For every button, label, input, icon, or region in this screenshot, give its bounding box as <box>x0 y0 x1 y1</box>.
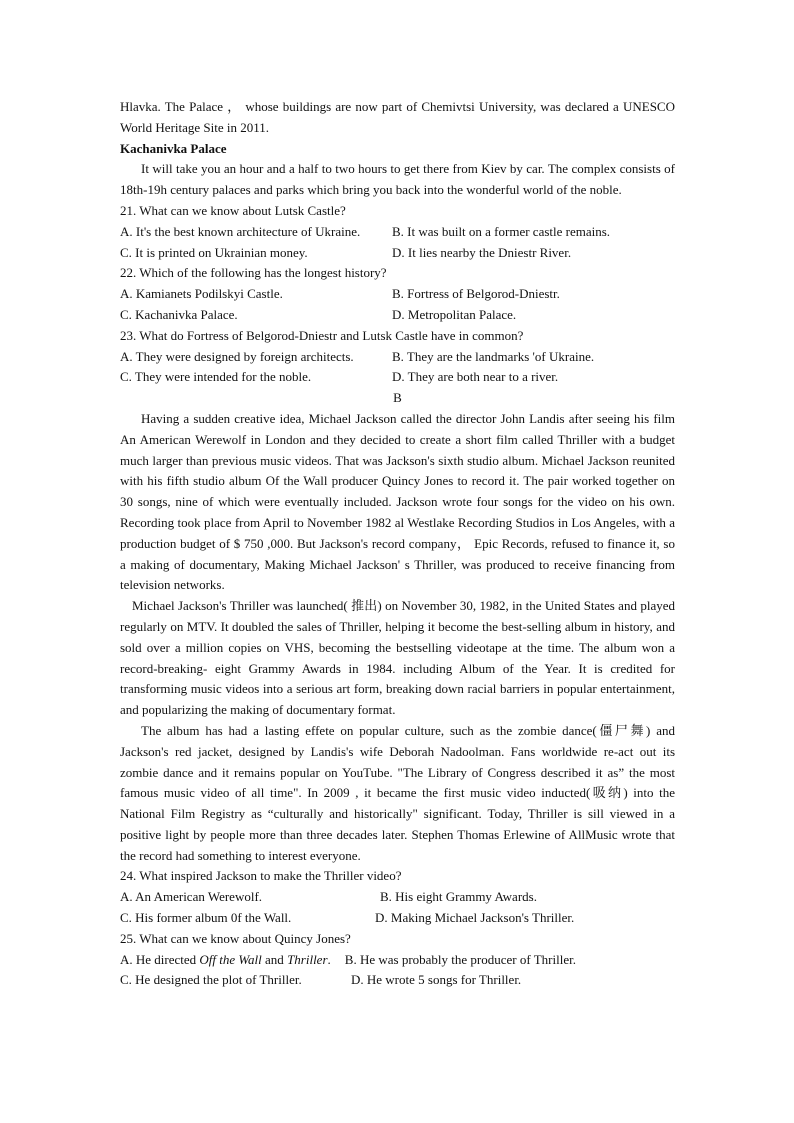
question-24-stem: 24. What inspired Jackson to make the Thriller video? <box>120 868 402 884</box>
section-b-paragraph-2: Michael Jackson's Thriller was launched( 推出) on November 30, 1982, in the United States and played regularly on MTV. It doubled the sales of Thriller, helping it become the best-selling album in history, and sold over a million copies on VHS, becoming the bestselling videotape at the time. The album won a record-breaking- eight Grammy Awards in 1984. including Album of the Year. It is credited for transforming music videos into a serious art form, breaking down racial barriers in popular entertainment, and popularizing the making of documentary format. <box>120 598 675 718</box>
question-24-option-d: D. Making Michael Jackson's Thriller. <box>375 910 575 926</box>
question-22-option-b: B. Fortress of Belgorod-Dniestr. <box>392 286 560 302</box>
intro-paragraph: Hlavka. The Palace ， whose buildings are now part of Chemivtsi University, was declared a UNESCO World Heritage Site in 2011. <box>120 99 675 135</box>
question-21-stem: 21. What can we know about Lutsk Castle? <box>120 202 346 218</box>
question-25-stem: 25. What can we know about Quincy Jones? <box>120 930 351 946</box>
question-25-option-a: A. He directed Off the Wall and Thriller. <box>120 951 331 967</box>
section-heading-kachanivka: Kachanivka Palace <box>120 140 227 156</box>
question-22-options-row-1 <box>120 284 675 305</box>
question-24-option-c: C. His former album 0f the Wall. <box>120 910 292 926</box>
question-22-option-c: C. Kachanivka Palace. <box>120 306 238 322</box>
question-22-stem: 22. Which of the following has the longest history? <box>120 265 387 281</box>
question-24-option-a: A. An American Werewolf. <box>120 889 263 905</box>
question-21-options-row-1 <box>120 222 675 243</box>
question-25-options-row-1 <box>120 950 675 971</box>
question-25-option-b: B. He was probably the producer of Thriller. <box>344 951 576 967</box>
question-23-option-a: A. They were designed by foreign architects. <box>120 348 354 364</box>
section-b-label: B <box>393 390 402 406</box>
question-21-option-b: B. It was built on a former castle remains. <box>392 223 611 239</box>
question-22-options-row-2 <box>120 305 675 326</box>
question-21-option-d: D. It lies nearby the Dniestr River. <box>392 244 572 260</box>
question-25-options-row-2 <box>120 970 675 991</box>
question-21-option-c: C. It is printed on Ukrainian money. <box>120 244 308 260</box>
question-22-option-d: D. Metropolitan Palace. <box>392 306 517 322</box>
question-23-stem: 23. What do Fortress of Belgorod-Dniestr and Lutsk Castle have in common? <box>120 327 524 343</box>
question-23-option-b: B. They are the landmarks 'of Ukraine. <box>392 348 595 364</box>
section-b-paragraph-3: The album has had a lasting effete on popular culture, such as the zombie dance(僵尸舞) and Jackson's red jacket, designed by Landis's wife Deborah Nadoolman. Fans worldwide re-act out its zombie dance and it remains popular on YouTube. "The Library of Congress described it as” the most famous music video of all time". In 2009 , it became the first music video inducted(吸纳) into the National Film Registry as “culturally and historically" significant. Today, Thriller is sill viewed in a positive light by people more than three decades later. Stephen Thomas Erlewine of AllMusic wrote that the record had something to interest everyone. <box>120 722 675 863</box>
question-25-option-d: D. He wrote 5 songs for Thriller. <box>351 972 522 988</box>
question-24-options-row-1 <box>120 887 675 908</box>
question-22-option-a: A. Kamianets Podilskyi Castle. <box>120 286 283 302</box>
question-25-option-c: C. He designed the plot of Thriller. <box>120 972 302 988</box>
question-23-option-d: D. They are both near to a river. <box>392 369 559 385</box>
question-23-options-row-1 <box>120 347 675 368</box>
question-24-option-b: B. His eight Grammy Awards. <box>380 889 537 905</box>
question-23-option-c: C. They were intended for the noble. <box>120 369 312 385</box>
question-23-options-row-2 <box>120 367 675 388</box>
question-21-option-a: A. It's the best known architecture of Ukraine. <box>120 223 361 239</box>
question-21-options-row-2 <box>120 243 675 264</box>
section-b-paragraph-1: Having a sudden creative idea, Michael Jackson called the director John Landis after seeing his film An American Werewolf in London and they decided to create a short film called Thriller with a budget much larger than previous music videos. That was Jackson's sixth studio album. Michael Jackson reunited with his fifth studio album Of the Wall producer Quincy Jones to record it. The pair worked together on 30 songs, nine of which were eventually included. Jackson wrote four songs for the video on his own. Recording took place from April to November 1982 al Westlake Recording Studios in Los Angeles, with a production budget of $ 750 ,000. But Jackson's record company， Epic Records, refused to finance it, so a making of documentary, Making Michael Jackson' s Thriller, was produced to receive financing from television networks. <box>120 410 675 593</box>
kachanivka-paragraph: It will take you an hour and a half to two hours to get there from Kiev by car. The complex consists of 18th-19h century palaces and parks which bring you back into the wonderful world of the noble. <box>120 161 675 198</box>
question-24-options-row-2 <box>120 908 675 929</box>
document-page <box>120 97 675 991</box>
